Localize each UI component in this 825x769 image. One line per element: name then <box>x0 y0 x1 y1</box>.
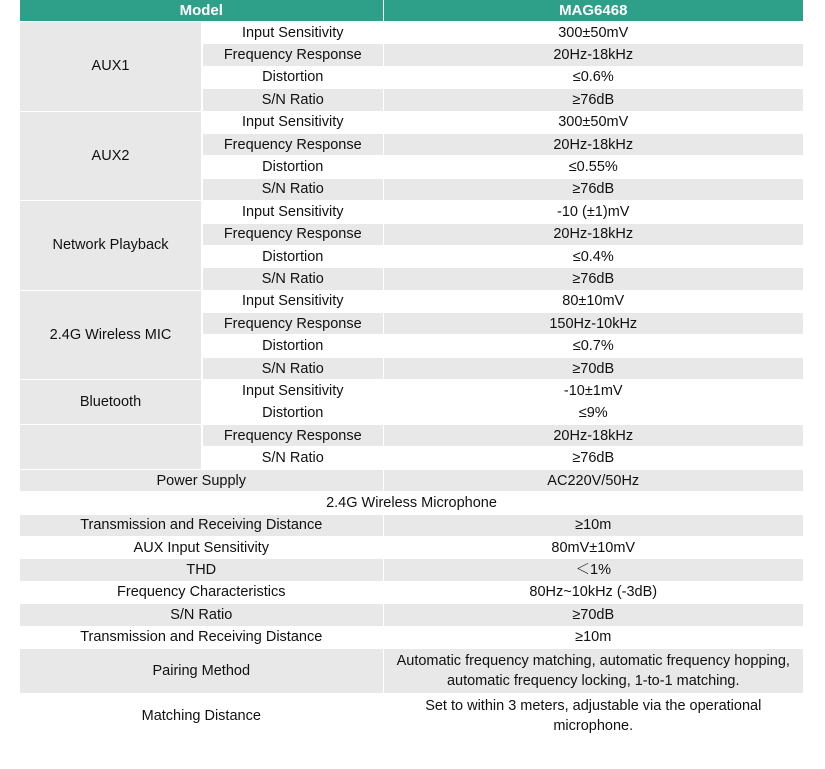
group-aux1: AUX1 <box>20 22 202 112</box>
mic-row-value: ≥70dB <box>383 604 803 626</box>
param-cell: S/N Ratio <box>202 357 383 379</box>
mic-row-label: THD <box>20 559 383 581</box>
value-cell: ≥76dB <box>383 447 803 469</box>
param-cell: Frequency Response <box>202 313 383 335</box>
value-cell: ≥76dB <box>383 268 803 290</box>
value-cell: ≤0.6% <box>383 66 803 88</box>
group-network-playback: Network Playback <box>20 201 202 291</box>
value-cell: 80±10mV <box>383 290 803 312</box>
group-bluetooth: Bluetooth <box>20 380 202 425</box>
mic-section-title: 2.4G Wireless Microphone <box>20 492 803 514</box>
value-cell: ≤0.4% <box>383 245 803 267</box>
value-cell: 300±50mV <box>383 22 803 44</box>
param-cell: Distortion <box>202 402 383 424</box>
group-wireless-mic: 2.4G Wireless MIC <box>20 290 202 380</box>
mic-row-label: Matching Distance <box>20 693 383 738</box>
mic-row-label: Transmission and Receiving Distance <box>20 514 383 536</box>
power-supply-value: AC220V/50Hz <box>383 469 803 491</box>
param-cell: S/N Ratio <box>202 268 383 290</box>
spec-table <box>20 0 803 739</box>
param-cell: S/N Ratio <box>202 178 383 200</box>
value-cell: ≥76dB <box>383 89 803 111</box>
param-cell: Frequency Response <box>202 44 383 66</box>
param-cell: Input Sensitivity <box>202 111 383 133</box>
param-cell: Frequency Response <box>202 133 383 155</box>
mic-row-value: Automatic frequency matching, automatic frequency hopping, automatic frequency locking, 1-to-1 matching. <box>383 648 803 693</box>
mic-row-label: Frequency Characteristics <box>20 581 383 603</box>
model-header-value: MAG6468 <box>383 0 803 22</box>
value-cell: 20Hz-18kHz <box>383 223 803 245</box>
group-unnamed <box>20 425 202 470</box>
param-cell: S/N Ratio <box>202 447 383 469</box>
value-cell: 150Hz-10kHz <box>383 313 803 335</box>
mic-row-label: Transmission and Receiving Distance <box>20 626 383 648</box>
model-header-label: Model <box>20 0 383 22</box>
param-cell: Distortion <box>202 245 383 267</box>
param-cell: Distortion <box>202 156 383 178</box>
mic-row-value: ≥10m <box>383 514 803 536</box>
param-cell: Input Sensitivity <box>202 22 383 44</box>
mic-row-value: ＜1% <box>383 559 803 581</box>
param-cell: Distortion <box>202 66 383 88</box>
power-supply-label: Power Supply <box>20 469 383 491</box>
value-cell: -10±1mV <box>383 380 803 402</box>
value-cell: -10 (±1)mV <box>383 201 803 223</box>
value-cell: ≥76dB <box>383 178 803 200</box>
value-cell: ≤0.7% <box>383 335 803 357</box>
value-cell: ≤9% <box>383 402 803 424</box>
param-cell: Frequency Response <box>202 425 383 447</box>
mic-row-value: 80mV±10mV <box>383 536 803 558</box>
value-cell: ≤0.55% <box>383 156 803 178</box>
mic-row-label: Pairing Method <box>20 648 383 693</box>
mic-row-value: ≥10m <box>383 626 803 648</box>
mic-row-value: 80Hz~10kHz (-3dB) <box>383 581 803 603</box>
param-cell: Input Sensitivity <box>202 290 383 312</box>
value-cell: 20Hz-18kHz <box>383 44 803 66</box>
value-cell: 20Hz-18kHz <box>383 133 803 155</box>
value-cell: 300±50mV <box>383 111 803 133</box>
param-cell: S/N Ratio <box>202 89 383 111</box>
mic-row-label: S/N Ratio <box>20 604 383 626</box>
mic-row-label: AUX Input Sensitivity <box>20 536 383 558</box>
param-cell: Input Sensitivity <box>202 380 383 402</box>
mic-row-value: Set to within 3 meters, adjustable via the operational microphone. <box>383 693 803 738</box>
param-cell: Frequency Response <box>202 223 383 245</box>
param-cell: Distortion <box>202 335 383 357</box>
value-cell: 20Hz-18kHz <box>383 425 803 447</box>
param-cell: Input Sensitivity <box>202 201 383 223</box>
group-aux2: AUX2 <box>20 111 202 201</box>
value-cell: ≥70dB <box>383 357 803 379</box>
